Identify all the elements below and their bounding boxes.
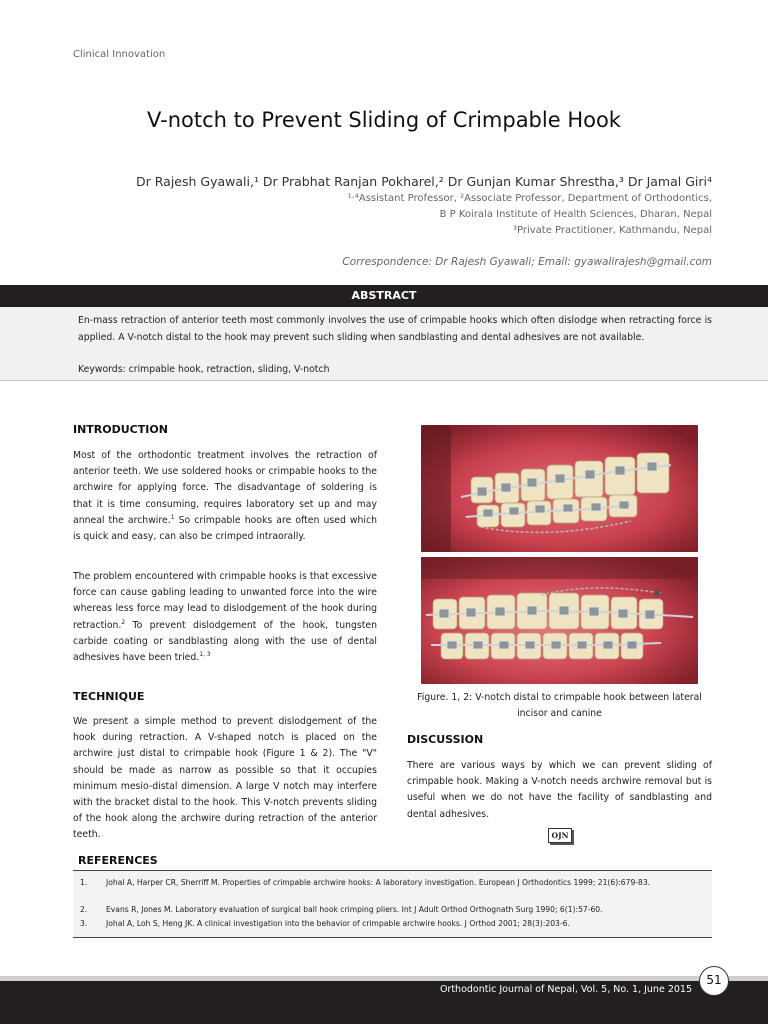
references-heading: REFERENCES <box>78 854 158 867</box>
figure-2-photo <box>421 557 698 684</box>
reference-item: 3. Johal A, Loh S, Heng JK. A clinical investigation into the behavior of crimpable archwire hooks. J Orthod 2001; 28(3):203-6. <box>80 919 570 928</box>
technique-paragraph: We present a simple method to prevent dislodgement of the hook during retraction. A V-shaped notch is placed on the archwire just distal to crimpable hook (Figure 1 & 2). The "V" should be made as narrow as possible so that it occupies minimum mesio-distal dimension. A large V notch may interfere with the bracket distal to the hook. This V-notch prevents sliding of the hook along the archwire during retraction of the anterior teeth. <box>73 716 377 841</box>
keywords-line: Keywords: crimpable hook, retraction, sliding, V-notch <box>78 364 330 375</box>
citation-ref: 1, 3 <box>199 650 211 658</box>
reference-item: 2. Evans R, Jones M. Laboratory evaluation of surgical ball hook crimping pliers. Int J Adult Orthod Orthognath Surg 1990; 6(1):57-60. <box>80 905 603 914</box>
reference-item: 1. Johal A, Harper CR, Sherriff M. Properties of crimpable archwire hooks: A laboratory investigation. European J Orthodontics 1999; 21(6):679-83. <box>80 878 651 887</box>
affiliation-line: ³Private Practitioner, Kathmandu, Nepal <box>512 225 712 236</box>
introduction-paragraph-1: Most of the orthodontic treatment involves the retraction of anterior teeth. We use soldered hooks or crimpable hooks to the archwire for applying force. The disadvantage of soldering is that it is time consuming, requires laboratory set up and may anneal the archwire.$^1$ So crimpable hooks are often used which is quick and easy, can also be crimped intraorally. <box>73 450 377 543</box>
citation-ref: 1 <box>170 513 175 521</box>
introduction-heading: INTRODUCTION <box>73 423 168 436</box>
article-title: V-notch to Prevent Sliding of Crimpable Hook <box>147 108 621 132</box>
correspondence-line: Correspondence: Dr Rajesh Gyawali; Email: gyawalirajesh@gmail.com <box>342 256 712 268</box>
figure-caption: Figure. 1, 2: V-notch distal to crimpable hook between lateral incisor and canine <box>417 692 702 719</box>
technique-heading: TECHNIQUE <box>73 690 145 703</box>
ojn-end-badge: OJN <box>548 828 572 843</box>
discussion-paragraph: There are various ways by which we can prevent sliding of crimpable hook. Making a V-notch needs archwire removal but is useful when we do not have the facility of sandblasting and dental adhesives. <box>407 760 712 820</box>
journal-citation: Orthodontic Journal of Nepal, Vol. 5, No. 1, June 2015 <box>439 984 692 995</box>
introduction-paragraph-2: The problem encountered with crimpable hooks is that excessive force can cause gabling leading to unwanted force into the wire whereas less force may lead to dislodgement of the hook during retraction.$^2$ To prevent dislodgement of the hook, tungsten carbide coating or sandblasting along with the use of dental adhesives have been tried.$^{1, 3}$ <box>73 571 377 664</box>
affiliation-line: ¹·⁴Assistant Professor, ²Associate Professor, Department of Orthodontics, <box>347 193 712 204</box>
discussion-heading: DISCUSSION <box>407 733 484 746</box>
citation-ref: 2 <box>121 618 126 626</box>
page-number: 51 <box>699 966 729 996</box>
author-list: Dr Rajesh Gyawali,¹ Dr Prabhat Ranjan Pokharel,² Dr Gunjan Kumar Shrestha,³ Dr Jamal Giri⁴ <box>136 174 712 189</box>
abstract-text: En-mass retraction of anterior teeth most commonly involves the use of crimpable hooks which often dislodge when retracting force is applied. A V-notch distal to the hook may prevent such sliding when sandblasting and dental adhesives are not available. <box>78 315 712 343</box>
section-label: Clinical Innovation <box>73 49 166 60</box>
figure-1-photo <box>421 425 698 552</box>
affiliation-line: B P Koirala Institute of Health Sciences, Dharan, Nepal <box>439 209 712 220</box>
abstract-heading: ABSTRACT <box>351 289 417 302</box>
